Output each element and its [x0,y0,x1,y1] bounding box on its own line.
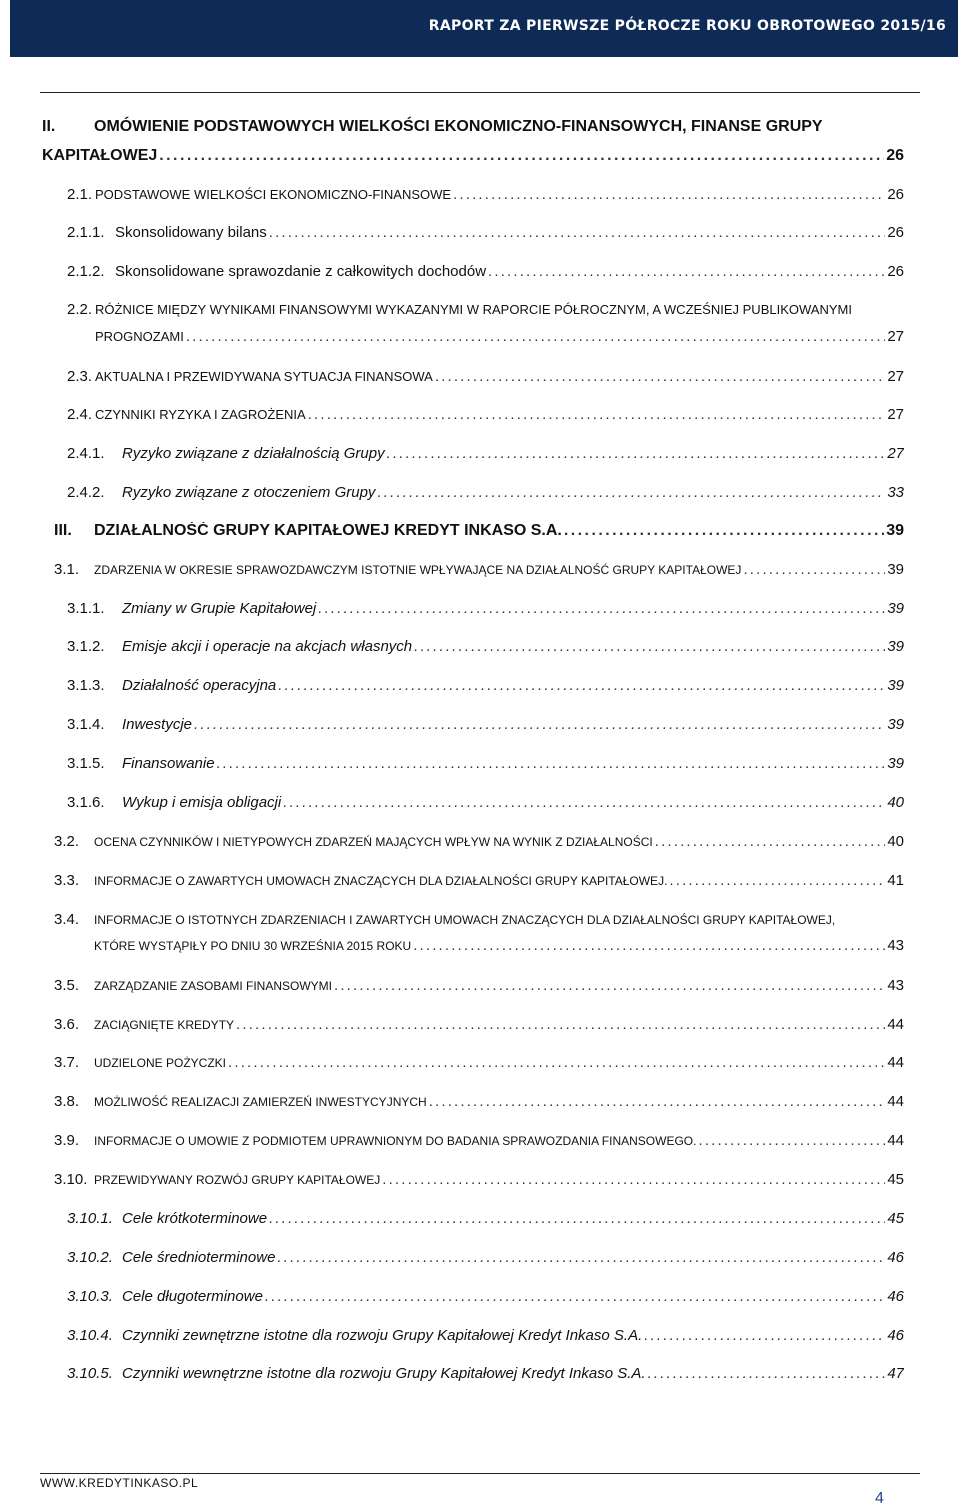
toc-page: 27 [887,368,904,385]
toc-page: 47 [887,1365,904,1382]
toc-text: UDZIELONE POŻYCZKI [94,1056,227,1070]
toc-text: Ryzyko związane z działalnością Grupy [122,445,385,462]
toc-page: 27 [887,406,904,423]
toc-text: OCENA CZYNNIKÓW I NIETYPOWYCH ZDARZEŃ MAJĄCYCH WPŁYW NA WYNIK Z DZIAŁALNOŚCI [94,835,653,849]
toc-leader [429,1093,886,1110]
toc-leader [453,186,885,203]
toc-entry-2-4-2[interactable] [67,484,904,501]
toc-leader [648,1365,886,1382]
toc-entry-ii[interactable] [42,147,904,165]
toc-page: 43 [887,977,904,994]
toc-number: 3.8. [54,1093,80,1110]
toc-text: Cele krótkoterminowe [122,1210,268,1227]
toc-entry-2-4[interactable] [67,406,904,423]
toc-number: 3.10.2. [67,1249,113,1266]
toc-number: 2.1.1. [67,224,105,241]
toc-number: 3.4. [54,911,80,928]
toc-entry-3-5[interactable] [54,977,904,994]
toc-page: 40 [887,833,904,850]
toc-entry-2-4-1[interactable] [67,445,904,462]
toc-number: 3.10.1. [67,1210,113,1227]
toc-entry-3-7[interactable] [54,1054,904,1071]
toc-leader [236,1016,885,1033]
toc-leader [334,977,885,994]
toc-page: 46 [887,1327,904,1344]
toc-leader [265,1288,885,1305]
toc-entry-iii[interactable] [54,522,904,540]
toc-number: 3.1.2. [67,638,105,655]
toc-leader [269,1210,885,1227]
toc-leader [382,1171,885,1188]
toc-text: KAPITAŁOWEJ [42,147,158,164]
toc-number: 3.10. [54,1171,88,1188]
toc-number: 3.1.3. [67,677,105,694]
toc-entry-3-10[interactable] [54,1171,904,1188]
toc-leader [377,484,885,501]
toc-leader [655,833,886,850]
toc-page: 46 [887,1288,904,1305]
toc-page: 44 [887,1093,904,1110]
toc-leader [435,368,886,385]
toc-entry-3-6[interactable] [54,1016,904,1033]
toc-page: 45 [887,1210,904,1227]
toc-page: 39 [887,600,904,617]
toc-number: 3.1. [54,561,80,578]
toc-page: 45 [887,1171,904,1188]
toc-entry-3-1-2[interactable] [67,638,904,655]
toc-entry-3-10-2[interactable] [67,1249,904,1266]
toc-entry-2-1[interactable] [67,186,904,203]
toc-number: 3.1.4. [67,716,105,733]
toc-number: 2.2. [67,301,93,318]
toc-page: 44 [887,1016,904,1033]
toc-entry-3-2[interactable] [54,833,904,850]
toc-leader [414,638,885,655]
toc-text: Cele długoterminowe [122,1288,263,1305]
toc-entry-3-1-4[interactable] [67,716,904,733]
toc-text: Wykup i emisja obligacji [122,794,282,811]
toc-text: ZACIĄGNIĘTE KREDYTY [94,1018,235,1032]
toc-text: DZIAŁALNOŚĆ GRUPY KAPITAŁOWEJ KREDYT INKASO S.A. [94,522,562,539]
toc-entry-3-1-3[interactable] [67,677,904,694]
toc-entry-3-10-4[interactable] [67,1327,904,1344]
toc-text: CZYNNIKI RYZYKA I ZAGROŻENIA [95,407,306,422]
toc-page: 40 [887,794,904,811]
toc-text: Działalność operacyjna [122,677,277,694]
toc-entry-3-10-1[interactable] [67,1210,904,1227]
toc-number: 3.1.1. [67,600,105,617]
toc-leader [194,716,885,733]
toc-number: 3.5. [54,977,80,994]
toc-text: PODSTAWOWE WIELKOŚCI EKONOMICZNO-FINANSOWE [95,187,452,202]
toc-page: 41 [887,872,904,889]
toc-entry-3-10-3[interactable] [67,1288,904,1305]
toc-page: 44 [887,1132,904,1149]
toc-text: MOŻLIWOŚĆ REALIZACJI ZAMIERZEŃ INWESTYCYJNYCH [94,1095,427,1109]
toc-number: 2.3. [67,368,93,385]
toc-entry-2-2[interactable] [95,328,904,345]
toc-text: Inwestycje [122,716,193,733]
toc-entry-3-1-6[interactable] [67,794,904,811]
toc-page: 44 [887,1054,904,1071]
toc-page: 39 [887,716,904,733]
toc-page: 46 [887,1249,904,1266]
toc-page: 26 [887,224,904,241]
toc-entry-3-4-line1[interactable] [54,911,835,928]
toc-leader [228,1054,885,1071]
toc-page: 39 [887,677,904,694]
toc-entry-2-2-line1[interactable] [67,301,852,318]
toc-entry-ii-line1[interactable] [42,118,823,136]
toc-page: 39 [886,522,904,539]
toc-leader [698,1132,885,1149]
toc-page: 26 [887,186,904,203]
toc-leader [488,263,885,280]
toc-leader [413,937,885,954]
toc-text: Czynniki zewnętrzne istotne dla rozwoju Grupy Kapitałowej Kredyt Inkaso S.A. [122,1327,643,1344]
toc-text: AKTUALNA I PRZEWIDYWANA SYTUACJA FINANSOWA [95,369,433,384]
toc-leader [278,677,885,694]
toc-page: 33 [887,484,904,501]
toc-text: OMÓWIENIE PODSTAWOWYCH WIELKOŚCI EKONOMICZNO-FINANSOWYCH, FINANSE GRUPY [94,118,823,135]
toc-leader [217,755,886,772]
toc-text: RÓŻNICE MIĘDZY WYNIKAMI FINANSOWYMI WYKAZANYMI W RAPORCIE PÓŁROCZNYM, A WCZEŚNIEJ PUBLIKOWANYMI [95,302,852,317]
toc-entry-3-1-5[interactable] [67,755,904,772]
toc-number: 3.3. [54,872,80,889]
toc-text: Ryzyko związane z otoczeniem Grupy [122,484,376,501]
toc-page: 27 [887,328,904,345]
toc-text: INFORMACJE O ZAWARTYCH UMOWACH ZNACZĄCYCH DLA DZIAŁALNOŚCI GRUPY KAPITAŁOWEJ. [94,874,668,888]
toc-number: 3.1.6. [67,794,105,811]
toc-text: Zmiany w Grupie Kapitałowej [122,600,317,617]
toc-entry-3-8[interactable] [54,1093,904,1110]
toc-leader [186,328,885,345]
toc-text: Cele średnioterminowe [122,1249,276,1266]
toc-text: Skonsolidowane sprawozdanie z całkowitych dochodów [115,263,487,280]
toc-number: III. [54,522,72,539]
toc-page: 39 [887,561,904,578]
toc-text: Czynniki wewnętrzne istotne dla rozwoju Grupy Kapitałowej Kredyt Inkaso S.A. [122,1365,646,1382]
toc-text: PROGNOZAMI [95,329,184,344]
toc-text: INFORMACJE O ISTOTNYCH ZDARZENIACH I ZAWARTYCH UMOWACH ZNACZĄCYCH DLA DZIAŁALNOŚCI GRUPY KAPITAŁOWEJ, [94,913,836,927]
toc-entry-2-1-1[interactable] [67,224,904,241]
toc-text: ZARZĄDZANIE ZASOBAMI FINANSOWYMI [94,979,333,993]
toc-entry-3-4[interactable] [94,937,904,954]
toc-leader [159,147,884,165]
toc-number: 3.6. [54,1016,80,1033]
toc-number: 3.7. [54,1054,80,1071]
toc-page: 43 [887,937,904,954]
toc-entry-3-1-1[interactable] [67,600,904,617]
toc-page: 26 [886,147,904,164]
footer-rule [40,1473,920,1474]
toc-number: 3.10.4. [67,1327,113,1344]
toc-text: Finansowanie [122,755,215,772]
toc-leader [669,872,885,889]
footer-url[interactable]: WWW.KREDYTINKASO.PL [40,1476,199,1490]
toc-number: 2.1.2. [67,263,105,280]
toc-number: 3.9. [54,1132,80,1149]
toc-number: 2.4. [67,406,93,423]
toc-leader [308,406,886,423]
toc-page: 27 [887,445,904,462]
toc-leader [277,1249,885,1266]
toc-entry-2-1-2[interactable] [67,263,904,280]
toc-entry-3-9[interactable] [54,1132,904,1149]
toc-number: 2.4.1. [67,445,105,462]
toc-leader [743,561,885,578]
header-title: RAPORT ZA PIERWSZE PÓŁROCZE ROKU OBROTOWEGO 2015/16 [428,18,946,34]
toc-number: 2.4.2. [67,484,105,501]
toc-text: PRZEWIDYWANY ROZWÓJ GRUPY KAPITAŁOWEJ [94,1173,381,1187]
toc-text: ZDARZENIA W OKRESIE SPRAWOZDAWCZYM ISTOTNIE WPŁYWAJĄCE NA DZIAŁALNOŚĆ GRUPY KAPITAŁOWEJ [94,563,742,577]
toc-text: Emisje akcji i operacje na akcjach własnych [122,638,413,655]
toc-number: 3.2. [54,833,80,850]
toc-page: 26 [887,263,904,280]
toc-page: 39 [887,755,904,772]
toc-text: KTÓRE WYSTĄPIŁY PO DNIU 30 WRZEŚNIA 2015 ROKU [94,939,412,953]
toc-number: 3.1.5. [67,755,105,772]
toc-entry-3-10-5[interactable] [67,1365,904,1382]
toc-leader [644,1327,885,1344]
toc-text: INFORMACJE O UMOWIE Z PODMIOTEM UPRAWNIONYM DO BADANIA SPRAWOZDANIA FINANSOWEGO. [94,1134,697,1148]
toc-entry-3-1[interactable] [54,561,904,578]
toc-number: 2.1. [67,186,93,203]
toc-number: 3.10.5. [67,1365,113,1382]
toc-leader [269,224,886,241]
toc-entry-3-3[interactable] [54,872,904,889]
toc-leader [564,522,884,540]
toc-leader [318,600,885,617]
toc-number: II. [42,118,56,135]
toc-leader [283,794,885,811]
toc-page: 39 [887,638,904,655]
footer-page-number: 4 [875,1490,884,1507]
toc-leader [387,445,886,462]
toc-number: 3.10.3. [67,1288,113,1305]
toc-text: Skonsolidowany bilans [115,224,267,241]
toc-entry-2-3[interactable] [67,368,904,385]
